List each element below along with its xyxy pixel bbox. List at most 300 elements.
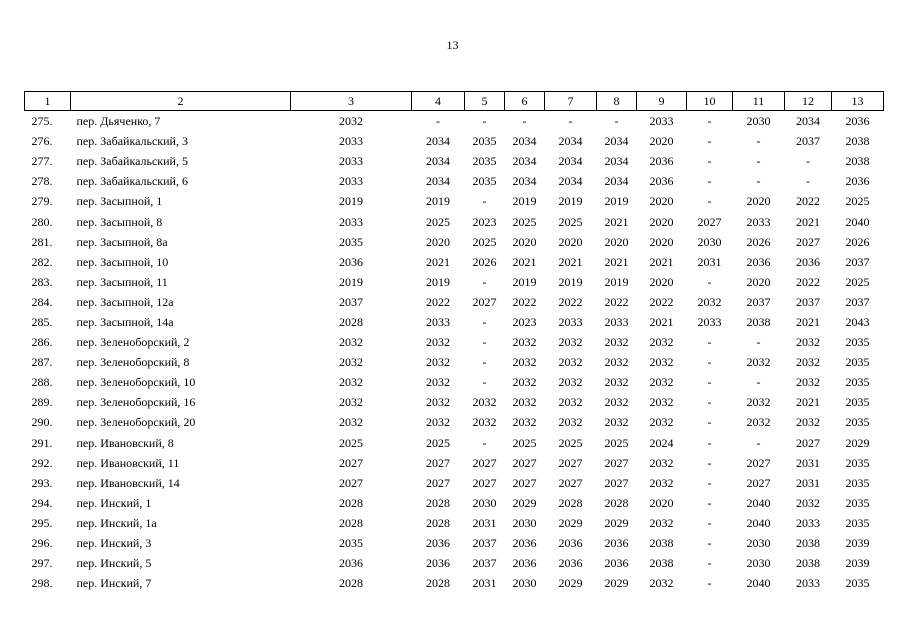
year-cell: 2019 bbox=[604, 274, 629, 289]
year-cell: 2036 bbox=[649, 154, 674, 169]
year-cell: 2033 bbox=[697, 314, 722, 329]
year-cell: - bbox=[482, 274, 487, 289]
table-row bbox=[25, 412, 884, 432]
year-cell: 2026 bbox=[845, 234, 870, 249]
year-cell: 2028 bbox=[558, 495, 583, 510]
year-cell: - bbox=[707, 274, 712, 289]
address-cell: пер. Инский, 1 bbox=[76, 495, 152, 510]
year-cell: 2030 bbox=[746, 114, 771, 129]
year-cell: 2035 bbox=[472, 154, 497, 169]
column-header-9: 9 bbox=[637, 92, 687, 111]
year-cell: 2032 bbox=[649, 375, 674, 390]
address-cell: пер. Инский, 7 bbox=[76, 576, 152, 591]
year-cell: 2032 bbox=[649, 455, 674, 470]
year-cell: - bbox=[707, 455, 712, 470]
year-cell: 2027 bbox=[796, 435, 820, 450]
row-number: 279. bbox=[31, 194, 53, 209]
table-row bbox=[25, 372, 884, 392]
row-number: 292. bbox=[31, 455, 53, 470]
year-cell: 2031 bbox=[796, 455, 820, 470]
year-cell: 2032 bbox=[649, 355, 674, 370]
table-row bbox=[25, 131, 884, 151]
row-number: 288. bbox=[31, 375, 53, 390]
address-cell: пер. Забайкальский, 3 bbox=[76, 134, 188, 149]
row-number: 291. bbox=[31, 435, 53, 450]
year-cell: 2038 bbox=[796, 556, 820, 571]
year-cell: 2036 bbox=[796, 254, 820, 269]
year-cell: 2032 bbox=[796, 495, 820, 510]
year-cell: 2039 bbox=[845, 556, 870, 571]
year-cell: 2027 bbox=[512, 475, 537, 490]
year-cell: 2036 bbox=[845, 114, 870, 129]
year-cell: 2037 bbox=[746, 294, 771, 309]
year-cell: 2029 bbox=[604, 576, 629, 591]
address-cell: пер. Засыпной, 8а bbox=[76, 234, 168, 249]
year-cell: - bbox=[482, 375, 487, 390]
year-cell: 2038 bbox=[845, 154, 870, 169]
data-table bbox=[24, 91, 884, 593]
year-cell: 2032 bbox=[649, 576, 674, 591]
year-cell: 2027 bbox=[339, 475, 363, 490]
year-cell: 2020 bbox=[604, 234, 629, 249]
table-row bbox=[25, 312, 884, 332]
year-cell: 2035 bbox=[845, 576, 870, 591]
year-cell: 2032 bbox=[649, 395, 674, 410]
year-cell: 2028 bbox=[339, 495, 363, 510]
row-number: 290. bbox=[31, 415, 53, 430]
address-cell: пер. Засыпной, 12а bbox=[76, 294, 174, 309]
year-cell: 2035 bbox=[845, 355, 870, 370]
year-cell: 2032 bbox=[339, 395, 363, 410]
year-cell: 2021 bbox=[796, 214, 820, 229]
year-cell: 2034 bbox=[558, 174, 583, 189]
year-cell: 2029 bbox=[512, 495, 537, 510]
year-cell: 2038 bbox=[746, 314, 771, 329]
year-cell: - bbox=[707, 134, 712, 149]
year-cell: 2020 bbox=[558, 234, 583, 249]
year-cell: 2027 bbox=[796, 234, 820, 249]
year-cell: 2028 bbox=[339, 314, 363, 329]
year-cell: 2032 bbox=[604, 415, 629, 430]
row-number: 283. bbox=[31, 274, 53, 289]
year-cell: 2033 bbox=[796, 515, 820, 530]
year-cell: 2036 bbox=[604, 556, 629, 571]
year-cell: 2031 bbox=[472, 515, 497, 530]
year-cell: 2032 bbox=[796, 335, 820, 350]
year-cell: 2036 bbox=[604, 536, 629, 551]
table-row bbox=[25, 493, 884, 513]
table-row bbox=[25, 232, 884, 252]
year-cell: 2032 bbox=[558, 355, 583, 370]
year-cell: - bbox=[436, 114, 440, 129]
year-cell: 2043 bbox=[845, 314, 870, 329]
year-cell: 2035 bbox=[339, 536, 363, 551]
year-cell: 2021 bbox=[512, 254, 537, 269]
row-number: 280. bbox=[31, 214, 53, 229]
year-cell: 2033 bbox=[604, 314, 629, 329]
table-header-row bbox=[25, 92, 884, 111]
year-cell: 2030 bbox=[472, 495, 497, 510]
year-cell: 2019 bbox=[558, 194, 583, 209]
year-cell: 2032 bbox=[649, 515, 674, 530]
row-number: 293. bbox=[31, 475, 53, 490]
year-cell: - bbox=[707, 335, 712, 350]
year-cell: - bbox=[707, 174, 712, 189]
year-cell: 2031 bbox=[472, 576, 497, 591]
table-row bbox=[25, 573, 884, 593]
year-cell: 2035 bbox=[845, 375, 870, 390]
year-cell: 2038 bbox=[796, 536, 820, 551]
year-cell: 2028 bbox=[604, 495, 629, 510]
year-cell: 2027 bbox=[472, 475, 497, 490]
year-cell: 2025 bbox=[604, 435, 629, 450]
year-cell: 2033 bbox=[796, 576, 820, 591]
year-cell: - bbox=[707, 495, 712, 510]
year-cell: 2036 bbox=[512, 536, 537, 551]
year-cell: 2035 bbox=[339, 234, 363, 249]
year-cell: 2027 bbox=[472, 455, 497, 470]
year-cell: 2038 bbox=[649, 536, 674, 551]
year-cell: 2021 bbox=[426, 254, 450, 269]
column-header-1: 1 bbox=[25, 92, 71, 111]
year-cell: 2040 bbox=[746, 515, 771, 530]
year-cell: 2022 bbox=[426, 294, 450, 309]
address-cell: пер. Ивановский, 14 bbox=[76, 475, 180, 490]
year-cell: 2034 bbox=[512, 154, 537, 169]
year-cell: 2032 bbox=[426, 415, 450, 430]
year-cell: 2040 bbox=[746, 576, 771, 591]
year-cell: 2020 bbox=[649, 234, 674, 249]
year-cell: 2027 bbox=[426, 475, 450, 490]
year-cell: - bbox=[707, 154, 712, 169]
year-cell: - bbox=[482, 355, 487, 370]
year-cell: 2030 bbox=[697, 234, 722, 249]
year-cell: 2019 bbox=[426, 274, 450, 289]
year-cell: 2022 bbox=[558, 294, 583, 309]
year-cell: 2020 bbox=[649, 274, 674, 289]
year-cell: 2036 bbox=[558, 556, 583, 571]
year-cell: 2025 bbox=[426, 435, 450, 450]
page-number: 13 bbox=[446, 38, 459, 52]
year-cell: 2032 bbox=[604, 375, 629, 390]
year-cell: 2032 bbox=[339, 355, 363, 370]
year-cell: 2027 bbox=[426, 455, 450, 470]
year-cell: 2028 bbox=[339, 515, 363, 530]
year-cell: 2032 bbox=[339, 415, 363, 430]
address-cell: пер. Ивановский, 11 bbox=[76, 455, 180, 470]
year-cell: - bbox=[522, 114, 527, 129]
year-cell: 2025 bbox=[558, 435, 583, 450]
year-cell: 2032 bbox=[558, 415, 583, 430]
year-cell: - bbox=[482, 435, 487, 450]
year-cell: 2021 bbox=[649, 314, 674, 329]
year-cell: 2027 bbox=[339, 455, 363, 470]
year-cell: 2021 bbox=[796, 314, 820, 329]
address-cell: пер. Засыпной, 10 bbox=[76, 254, 169, 269]
year-cell: 2023 bbox=[472, 214, 497, 229]
year-cell: 2037 bbox=[845, 254, 870, 269]
year-cell: 2029 bbox=[558, 576, 583, 591]
year-cell: 2032 bbox=[339, 335, 363, 350]
year-cell: 2028 bbox=[426, 576, 450, 591]
table-row bbox=[25, 553, 884, 573]
year-cell: 2020 bbox=[426, 234, 450, 249]
year-cell: 2032 bbox=[746, 355, 771, 370]
year-cell: 2023 bbox=[512, 314, 537, 329]
year-cell: 2036 bbox=[558, 536, 583, 551]
year-cell: - bbox=[756, 375, 761, 390]
year-cell: 2019 bbox=[512, 274, 537, 289]
table-row bbox=[25, 513, 884, 533]
year-cell: 2032 bbox=[558, 395, 583, 410]
year-cell: 2025 bbox=[512, 214, 537, 229]
table-row bbox=[25, 533, 884, 553]
year-cell: 2035 bbox=[845, 415, 870, 430]
year-cell: - bbox=[756, 134, 761, 149]
year-cell: - bbox=[482, 314, 487, 329]
table-row bbox=[25, 332, 884, 352]
address-cell: пер. Зеленоборский, 2 bbox=[76, 335, 190, 350]
year-cell: 2031 bbox=[697, 254, 722, 269]
year-cell: 2025 bbox=[339, 435, 363, 450]
table-row bbox=[25, 292, 884, 312]
year-cell: 2024 bbox=[649, 435, 674, 450]
year-cell: 2034 bbox=[558, 134, 583, 149]
year-cell: 2020 bbox=[649, 214, 674, 229]
year-cell: - bbox=[707, 395, 712, 410]
year-cell: 2030 bbox=[746, 536, 771, 551]
column-header-2: 2 bbox=[71, 92, 291, 111]
year-cell: - bbox=[707, 576, 712, 591]
year-cell: 2027 bbox=[746, 475, 771, 490]
address-cell: пер. Забайкальский, 6 bbox=[76, 174, 188, 189]
year-cell: 2034 bbox=[604, 134, 629, 149]
year-cell: 2036 bbox=[426, 556, 450, 571]
year-cell: 2032 bbox=[426, 355, 450, 370]
column-header-7: 7 bbox=[545, 92, 597, 111]
year-cell: - bbox=[707, 435, 712, 450]
year-cell: 2027 bbox=[558, 455, 583, 470]
year-cell: - bbox=[568, 114, 573, 129]
table-row bbox=[25, 191, 884, 211]
year-cell: 2034 bbox=[604, 154, 629, 169]
year-cell: 2022 bbox=[604, 294, 629, 309]
year-cell: 2020 bbox=[746, 194, 771, 209]
year-cell: 2025 bbox=[558, 214, 583, 229]
year-cell: 2040 bbox=[746, 495, 771, 510]
year-cell: 2039 bbox=[845, 536, 870, 551]
year-cell: 2034 bbox=[512, 174, 537, 189]
year-cell: 2031 bbox=[796, 475, 820, 490]
year-cell: 2025 bbox=[845, 274, 870, 289]
year-cell: 2032 bbox=[512, 415, 537, 430]
year-cell: 2032 bbox=[558, 375, 583, 390]
column-header-6: 6 bbox=[505, 92, 545, 111]
year-cell: 2032 bbox=[512, 355, 537, 370]
year-cell: - bbox=[806, 154, 810, 169]
year-cell: - bbox=[707, 375, 712, 390]
year-cell: - bbox=[614, 114, 619, 129]
address-cell: пер. Ивановский, 8 bbox=[76, 435, 174, 450]
year-cell: 2033 bbox=[649, 114, 674, 129]
year-cell: 2034 bbox=[512, 134, 537, 149]
row-number: 296. bbox=[31, 536, 53, 551]
row-number: 281. bbox=[31, 234, 53, 249]
year-cell: 2032 bbox=[426, 375, 450, 390]
year-cell: 2019 bbox=[426, 194, 450, 209]
column-header-5: 5 bbox=[465, 92, 505, 111]
year-cell: 2032 bbox=[512, 335, 537, 350]
year-cell: 2019 bbox=[558, 274, 583, 289]
address-cell: пер. Засыпной, 8 bbox=[76, 214, 163, 229]
year-cell: - bbox=[707, 515, 712, 530]
year-cell: 2027 bbox=[512, 455, 537, 470]
address-cell: пер. Дьяченко, 7 bbox=[76, 114, 161, 129]
year-cell: 2033 bbox=[339, 154, 363, 169]
year-cell: 2022 bbox=[512, 294, 537, 309]
year-cell: 2037 bbox=[796, 134, 820, 149]
year-cell: 2033 bbox=[558, 314, 583, 329]
column-header-11: 11 bbox=[733, 92, 785, 111]
year-cell: 2027 bbox=[604, 475, 629, 490]
year-cell: 2019 bbox=[512, 194, 537, 209]
year-cell: 2035 bbox=[472, 174, 497, 189]
year-cell: 2032 bbox=[604, 335, 629, 350]
column-header-8: 8 bbox=[597, 92, 637, 111]
year-cell: 2032 bbox=[649, 335, 674, 350]
year-cell: 2035 bbox=[845, 395, 870, 410]
year-cell: 2028 bbox=[339, 576, 363, 591]
year-cell: 2028 bbox=[426, 495, 450, 510]
year-cell: - bbox=[756, 435, 761, 450]
year-cell: 2037 bbox=[472, 556, 497, 571]
address-cell: пер. Инский, 5 bbox=[76, 556, 152, 571]
year-cell: 2035 bbox=[845, 495, 870, 510]
table-row bbox=[25, 272, 884, 292]
row-number: 286. bbox=[31, 335, 53, 350]
address-cell: пер. Засыпной, 11 bbox=[76, 274, 168, 289]
table-row bbox=[25, 111, 884, 132]
row-number: 285. bbox=[31, 314, 53, 329]
year-cell: 2027 bbox=[746, 455, 771, 470]
column-header-12: 12 bbox=[785, 92, 832, 111]
year-cell: 2038 bbox=[649, 556, 674, 571]
address-cell: пер. Зеленоборский, 20 bbox=[76, 415, 196, 430]
address-cell: пер. Инский, 1а bbox=[76, 515, 157, 530]
row-number: 275. bbox=[31, 114, 53, 129]
year-cell: 2027 bbox=[472, 294, 497, 309]
year-cell: 2032 bbox=[472, 395, 497, 410]
year-cell: 2035 bbox=[845, 455, 870, 470]
year-cell: 2025 bbox=[472, 234, 497, 249]
row-number: 277. bbox=[31, 154, 53, 169]
year-cell: 2032 bbox=[649, 415, 674, 430]
year-cell: 2020 bbox=[746, 274, 771, 289]
year-cell: 2019 bbox=[339, 274, 363, 289]
year-cell: 2033 bbox=[339, 134, 363, 149]
row-number: 297. bbox=[31, 556, 53, 571]
year-cell: 2037 bbox=[796, 294, 820, 309]
year-cell: 2033 bbox=[426, 314, 450, 329]
column-header-10: 10 bbox=[687, 92, 733, 111]
year-cell: 2027 bbox=[558, 475, 583, 490]
year-cell: 2020 bbox=[649, 495, 674, 510]
year-cell: 2026 bbox=[746, 234, 771, 249]
year-cell: 2040 bbox=[845, 214, 870, 229]
year-cell: 2034 bbox=[604, 174, 629, 189]
table-row bbox=[25, 252, 884, 272]
table-row bbox=[25, 433, 884, 453]
table-row bbox=[25, 171, 884, 191]
year-cell: - bbox=[707, 556, 712, 571]
year-cell: 2036 bbox=[649, 174, 674, 189]
year-cell: 2032 bbox=[697, 294, 722, 309]
row-number: 295. bbox=[31, 515, 53, 530]
year-cell: 2032 bbox=[426, 335, 450, 350]
year-cell: - bbox=[756, 335, 761, 350]
year-cell: 2028 bbox=[426, 515, 450, 530]
year-cell: 2021 bbox=[604, 214, 629, 229]
year-cell: 2034 bbox=[558, 154, 583, 169]
address-cell: пер. Зеленоборский, 10 bbox=[76, 375, 196, 390]
year-cell: 2020 bbox=[649, 134, 674, 149]
year-cell: 2035 bbox=[845, 335, 870, 350]
address-cell: пер. Зеленоборский, 8 bbox=[76, 355, 190, 370]
year-cell: 2022 bbox=[796, 274, 820, 289]
address-cell: пер. Засыпной, 1 bbox=[76, 194, 163, 209]
row-number: 287. bbox=[31, 355, 53, 370]
table-row bbox=[25, 392, 884, 412]
year-cell: 2032 bbox=[512, 395, 537, 410]
address-cell: пер. Забайкальский, 5 bbox=[76, 154, 188, 169]
year-cell: 2038 bbox=[845, 134, 870, 149]
table-row bbox=[25, 473, 884, 493]
year-cell: 2033 bbox=[746, 214, 771, 229]
year-cell: 2032 bbox=[339, 114, 363, 129]
year-cell: 2032 bbox=[426, 395, 450, 410]
year-cell: 2032 bbox=[339, 375, 363, 390]
year-cell: 2032 bbox=[649, 475, 674, 490]
year-cell: 2019 bbox=[339, 194, 363, 209]
year-cell: 2036 bbox=[426, 536, 450, 551]
year-cell: 2032 bbox=[558, 335, 583, 350]
year-cell: 2021 bbox=[796, 395, 820, 410]
address-cell: пер. Инский, 3 bbox=[76, 536, 152, 551]
table-row bbox=[25, 151, 884, 171]
row-number: 289. bbox=[31, 395, 53, 410]
year-cell: - bbox=[707, 536, 712, 551]
table-body bbox=[25, 111, 884, 594]
year-cell: 2036 bbox=[512, 556, 537, 571]
year-cell: 2035 bbox=[472, 134, 497, 149]
year-cell: 2034 bbox=[426, 134, 450, 149]
row-number: 276. bbox=[31, 134, 53, 149]
year-cell: 2037 bbox=[339, 294, 363, 309]
year-cell: 2033 bbox=[339, 174, 363, 189]
year-cell: 2036 bbox=[339, 254, 363, 269]
year-cell: 2030 bbox=[512, 576, 537, 591]
table-row bbox=[25, 453, 884, 473]
year-cell: - bbox=[482, 194, 487, 209]
table-row bbox=[25, 211, 884, 231]
year-cell: - bbox=[482, 114, 487, 129]
column-header-4: 4 bbox=[412, 92, 465, 111]
year-cell: 2029 bbox=[558, 515, 583, 530]
year-cell: 2034 bbox=[796, 114, 820, 129]
year-cell: 2027 bbox=[604, 455, 629, 470]
address-cell: пер. Засыпной, 14а bbox=[76, 314, 174, 329]
year-cell: 2032 bbox=[472, 415, 497, 430]
